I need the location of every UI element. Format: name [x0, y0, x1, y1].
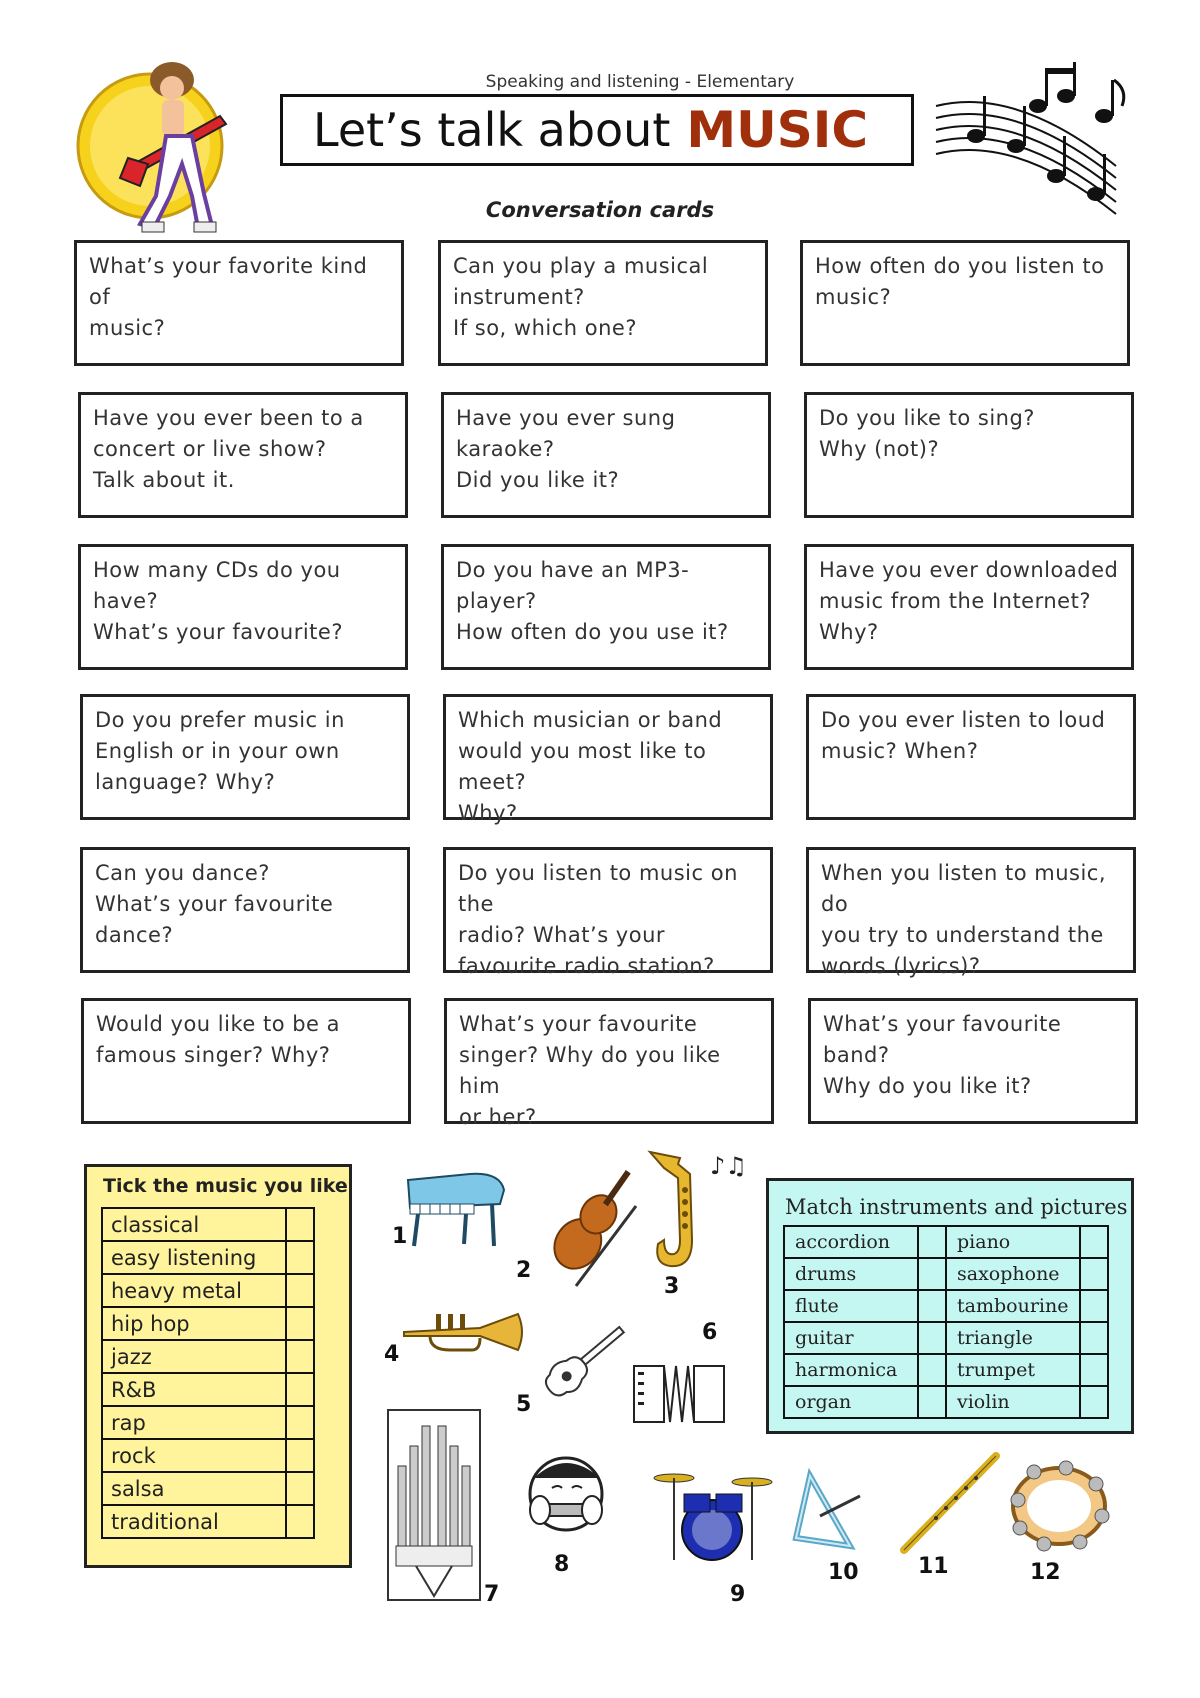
conversation-card: [804, 392, 1134, 518]
conversation-card: [804, 544, 1134, 670]
instrument-name: piano: [946, 1226, 1080, 1258]
tick-label: rock: [102, 1439, 286, 1472]
answer-cell[interactable]: [1080, 1386, 1108, 1418]
triangle-icon: [790, 1466, 870, 1556]
card-line: radio? What’s your: [458, 923, 666, 947]
worksheet-subtitle: Speaking and listening - Elementary: [485, 72, 795, 92]
tick-checkbox[interactable]: [286, 1373, 314, 1406]
card-line: How often do you use it?: [456, 620, 729, 644]
title-box: [280, 94, 914, 166]
tick-title: Tick the music you like: [103, 1175, 348, 1197]
picture-number: 9: [730, 1582, 746, 1607]
tick-row: [102, 1472, 314, 1505]
answer-cell[interactable]: [918, 1322, 946, 1354]
card-line: Have you ever sung karaoke?: [456, 406, 676, 461]
card-line: concert or live show?: [93, 437, 327, 461]
tick-row: [102, 1340, 314, 1373]
tick-table: [101, 1207, 315, 1539]
instrument-name: organ: [784, 1386, 918, 1418]
card-line: favourite radio station?: [458, 954, 715, 978]
tick-label: rap: [102, 1406, 286, 1439]
violin-icon: [536, 1160, 646, 1290]
card-line: Have you ever downloaded: [819, 558, 1119, 582]
conversation-card: [443, 847, 773, 978]
tick-row: [102, 1208, 314, 1241]
tick-checkbox[interactable]: [286, 1307, 314, 1340]
tick-label: jazz: [102, 1340, 286, 1373]
tambourine-icon: [1004, 1456, 1114, 1556]
flute-icon: [896, 1448, 1006, 1558]
card-line: English or in your own: [95, 739, 340, 763]
card-line: dance?: [95, 923, 174, 947]
match-row: [784, 1258, 1108, 1290]
tick-row: [102, 1439, 314, 1472]
conversation-card: [80, 847, 410, 973]
tick-checkbox[interactable]: [286, 1241, 314, 1274]
instrument-name: guitar: [784, 1322, 918, 1354]
tick-row: [102, 1307, 314, 1340]
tick-checkbox[interactable]: [286, 1472, 314, 1505]
picture-number: 3: [664, 1274, 680, 1299]
card-line: you try to understand the: [821, 923, 1104, 947]
tick-label: traditional: [102, 1505, 286, 1538]
card-line: What’s your favourite: [95, 892, 334, 916]
card-line: What’s your favourite: [459, 1012, 698, 1036]
instrument-name: trumpet: [946, 1354, 1080, 1386]
tick-row: [102, 1274, 314, 1307]
card-line: language? Why?: [95, 770, 276, 794]
card-line: famous singer? Why?: [96, 1043, 331, 1067]
match-title: Match instruments and pictures: [785, 1195, 1128, 1219]
card-line: Do you like to sing?: [819, 406, 1035, 430]
tick-row: [102, 1406, 314, 1439]
instrument-name: drums: [784, 1258, 918, 1290]
instrument-name: violin: [946, 1386, 1080, 1418]
tick-checkbox[interactable]: [286, 1505, 314, 1538]
match-table: [783, 1225, 1109, 1419]
answer-cell[interactable]: [918, 1258, 946, 1290]
drums-icon: [650, 1460, 776, 1570]
tick-label: hip hop: [102, 1307, 286, 1340]
picture-number: 11: [918, 1554, 949, 1579]
title-text: Let’s talk about: [313, 103, 671, 157]
card-line: Which musician or band: [458, 708, 723, 732]
tick-label: salsa: [102, 1472, 286, 1505]
card-line: How many CDs do you have?: [93, 558, 341, 613]
picture-number: 12: [1030, 1560, 1061, 1585]
tick-checkbox[interactable]: [286, 1208, 314, 1241]
harmonica-player-icon: [510, 1448, 620, 1548]
card-line: Do you ever listen to loud: [821, 708, 1106, 732]
card-line: When you listen to music, do: [821, 861, 1107, 916]
conversation-card: [438, 240, 768, 366]
instrument-name: tambourine: [946, 1290, 1080, 1322]
card-line: Why?: [458, 801, 518, 825]
conversation-card: [800, 240, 1130, 366]
conversation-card: [78, 392, 408, 518]
organ-icon: [386, 1406, 482, 1606]
tick-checkbox[interactable]: [286, 1406, 314, 1439]
answer-cell[interactable]: [1080, 1258, 1108, 1290]
card-line: or her?: [459, 1105, 537, 1129]
picture-number: 6: [702, 1320, 718, 1345]
accordion-icon: [624, 1346, 734, 1446]
piano-icon: [400, 1160, 510, 1250]
card-line: words (lyrics)?: [821, 954, 981, 978]
card-line: Do you listen to music on the: [458, 861, 738, 916]
picture-number: 8: [554, 1552, 570, 1577]
card-line: music? When?: [821, 739, 979, 763]
instrument-name: accordion: [784, 1226, 918, 1258]
card-line: How often do you listen to: [815, 254, 1105, 278]
conversation-card: [78, 544, 408, 670]
instrument-name: flute: [784, 1290, 918, 1322]
tick-label: R&B: [102, 1373, 286, 1406]
card-line: music?: [815, 285, 892, 309]
answer-cell[interactable]: [918, 1354, 946, 1386]
card-line: singer? Why do you like him: [459, 1043, 721, 1098]
card-line: If so, which one?: [453, 316, 637, 340]
card-line: What’s your favorite kind of: [89, 254, 368, 309]
card-line: instrument?: [453, 285, 585, 309]
card-line: Can you play a musical: [453, 254, 709, 278]
answer-cell[interactable]: [918, 1226, 946, 1258]
tick-row: [102, 1505, 314, 1538]
card-line: Why (not)?: [819, 437, 940, 461]
answer-cell[interactable]: [918, 1386, 946, 1418]
tick-label: heavy metal: [102, 1274, 286, 1307]
tick-checkbox[interactable]: [286, 1274, 314, 1307]
card-line: What’s your favourite?: [93, 620, 343, 644]
svg-text:♪♫: ♪♫: [710, 1152, 747, 1180]
conversation-card: [80, 694, 410, 820]
tick-music-box: [84, 1164, 352, 1568]
tick-checkbox[interactable]: [286, 1439, 314, 1472]
card-line: Do you prefer music in: [95, 708, 345, 732]
card-line: Did you like it?: [456, 468, 620, 492]
answer-cell[interactable]: [1080, 1322, 1108, 1354]
picture-number: 5: [516, 1392, 532, 1417]
saxophone-icon: [640, 1144, 747, 1274]
conversation-card: [74, 240, 404, 366]
conversation-card: [808, 998, 1138, 1124]
conversation-card: [443, 694, 773, 825]
card-line: music from the Internet?: [819, 589, 1091, 613]
match-row: [784, 1290, 1108, 1322]
guitar-icon: [528, 1310, 638, 1410]
tick-checkbox[interactable]: [286, 1340, 314, 1373]
title-accent: MUSIC: [686, 101, 869, 159]
trumpet-icon: [400, 1302, 530, 1362]
match-row: [784, 1354, 1108, 1386]
match-row: [784, 1386, 1108, 1418]
card-line: Have you ever been to a: [93, 406, 364, 430]
answer-cell[interactable]: [1080, 1354, 1108, 1386]
card-line: Can you dance?: [95, 861, 270, 885]
picture-number: 1: [392, 1224, 408, 1249]
picture-number: 2: [516, 1258, 532, 1283]
card-line: would you most like to meet?: [458, 739, 707, 794]
card-line: Why do you like it?: [823, 1074, 1032, 1098]
rock-guitarist-illustration: [70, 46, 260, 236]
section-heading: Conversation cards: [485, 198, 715, 222]
conversation-card: [441, 392, 771, 518]
match-row: [784, 1226, 1108, 1258]
match-instruments-box: [766, 1178, 1134, 1434]
music-notes-illustration: [936, 66, 1136, 226]
picture-number: 7: [484, 1582, 500, 1607]
answer-cell[interactable]: [1080, 1290, 1108, 1322]
card-line: Would you like to be a: [96, 1012, 341, 1036]
card-line: Talk about it.: [93, 468, 235, 492]
tick-label: easy listening: [102, 1241, 286, 1274]
conversation-card: [806, 847, 1136, 978]
instrument-name: triangle: [946, 1322, 1080, 1354]
card-line: What’s your favourite band?: [823, 1012, 1062, 1067]
card-line: Do you have an MP3-player?: [456, 558, 690, 613]
answer-cell[interactable]: [1080, 1226, 1108, 1258]
tick-row: [102, 1373, 314, 1406]
conversation-card: [444, 998, 774, 1129]
instrument-name: harmonica: [784, 1354, 918, 1386]
conversation-card: [81, 998, 411, 1124]
picture-number: 10: [828, 1560, 859, 1585]
card-line: music?: [89, 316, 166, 340]
conversation-card: [806, 694, 1136, 820]
instrument-name: saxophone: [946, 1258, 1080, 1290]
match-row: [784, 1322, 1108, 1354]
tick-label: classical: [102, 1208, 286, 1241]
conversation-card: [441, 544, 771, 670]
picture-number: 4: [384, 1342, 400, 1367]
answer-cell[interactable]: [918, 1290, 946, 1322]
card-line: Why?: [819, 620, 879, 644]
tick-row: [102, 1241, 314, 1274]
